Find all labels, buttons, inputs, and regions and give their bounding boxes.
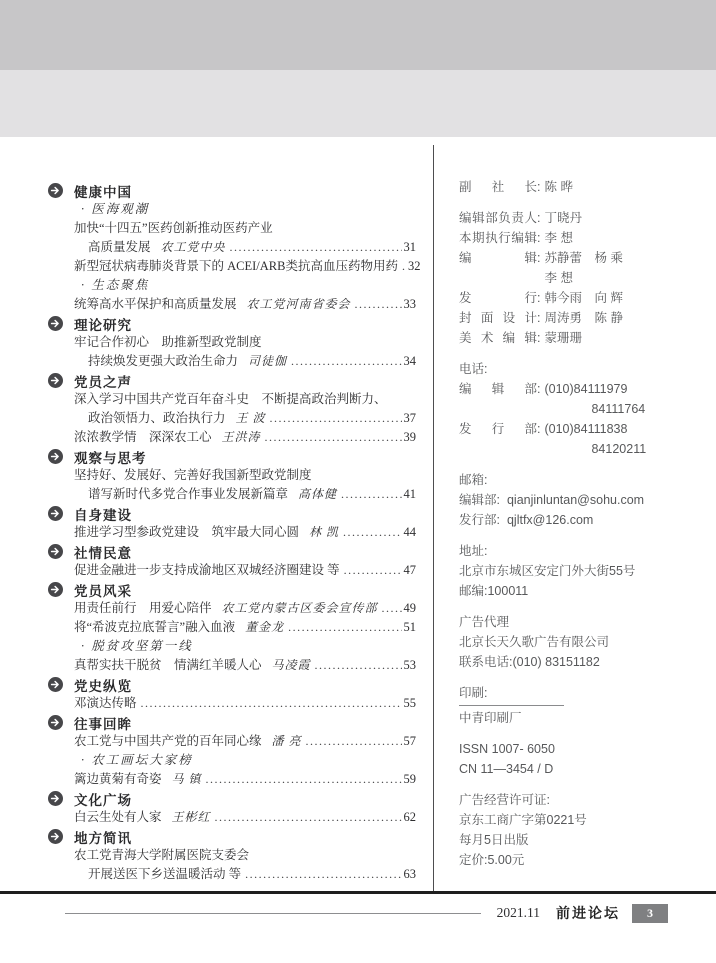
toc-entry [48,428,416,447]
masthead-address-group [459,541,711,601]
masthead-value-line: 丁晓丹 [544,211,582,225]
email-address: qianjinluntan@sohu.com [506,493,645,507]
masthead-row [459,328,711,348]
cn-number: CN 11—3454 / D [459,762,554,776]
masthead-value-line: 蒙珊珊 [544,331,582,345]
masthead-column [459,177,711,870]
ad-agency-line: 联系电话:(010) 83151182 [459,655,600,669]
toc-section-label: 理论研究 [74,317,132,333]
toc-section-row [48,542,416,561]
toc-entry-title: 牢记合作初心 助推新型政党制度 [74,335,262,349]
page-number-badge: 3 [632,904,668,923]
masthead-ad-agency-group [459,612,711,672]
arrow-circle-icon [48,183,63,198]
dot-leader [206,770,402,789]
toc-entry-author: 林 凯 [309,525,340,539]
masthead-phone-group [459,359,711,459]
toc-page-number: 34 [403,354,416,368]
toc-subhead [48,637,416,656]
phone-label: 编辑部 [459,382,537,396]
toc-entry-title: 开展送医下乡送温暖活动 等 [88,867,242,881]
dot-leader [306,732,402,751]
toc-page-number: 63 [403,867,416,881]
toc-subhead [48,751,416,770]
masthead-row [459,228,711,248]
phone-number-line: (010)84111979 [544,382,628,396]
toc-entry [48,409,416,428]
toc-entry-firstline [48,466,416,485]
arrow-circle-icon [48,829,63,844]
phone-label: 发行部 [459,422,537,436]
toc-entry [48,808,416,827]
masthead-value-line: 苏静蕾 杨 乘 [544,251,623,265]
masthead-label: 封面设计 [459,311,537,325]
toc-section-row [48,181,416,200]
ad-agency-line: 广告代理 [459,615,510,629]
toc-entry [48,656,416,675]
toc-section-row [48,713,416,732]
toc-entry-title: 推进学习型参政党建设 筑牢最大同心圆 [74,525,300,539]
toc-page-number: 51 [403,620,416,634]
arrow-circle-icon [48,677,63,692]
dot-leader [265,428,402,447]
toc-subhead [48,200,416,219]
address-line: 北京市东城区安定门外大街55号 [459,564,636,578]
toc-column [48,181,421,884]
masthead-row [459,208,711,228]
toc-entry [48,561,416,580]
masthead-value [544,177,711,197]
toc-section-label: 观察与思考 [74,450,147,466]
toc-section-label: 党员之声 [74,374,132,390]
arrow-circle-icon [48,791,63,806]
masthead-staff-list [459,177,711,348]
masthead-value-line: 韩今雨 向 辉 [544,291,623,305]
masthead-value-line: 李 想 [544,271,573,285]
toc-entry [48,485,416,504]
email-label: 发行部: [459,513,500,527]
toc-page-number: 55 [403,696,416,710]
license-line: 京东工商广字第0221号 [459,813,587,827]
masthead-printing-group [459,683,711,728]
dot-leader [215,808,402,827]
license-line: 每月5日出版 [459,833,529,847]
toc-entry [48,352,416,371]
masthead-label: 发行 [459,291,537,305]
toc-entry-title: 高质量发展 [88,240,151,254]
address-heading: 地址: [459,544,488,558]
masthead-row [459,177,711,197]
footer-thin-rule [65,913,481,914]
toc-section-label: 往事回眸 [74,716,132,732]
toc-section-label: 社情民意 [74,545,132,561]
toc-entry-author: 农工党中央 [160,240,226,254]
masthead-row [459,308,711,328]
masthead-value [544,328,711,348]
toc-entry-author: 马凌霞 [271,658,311,672]
toc-entry-firstline [48,390,416,409]
printing-value: 中青印刷厂 [459,711,522,725]
toc-entry [48,770,416,789]
toc-page-number: 39 [403,430,416,444]
toc-page-number: 57 [403,734,416,748]
masthead-label: 编辑 [459,251,537,265]
toc-section-row [48,371,416,390]
toc-subhead [48,276,416,295]
toc-page-number: 44 [403,525,416,539]
masthead-row [459,288,711,308]
toc-entry-title: 农工党青海大学附属医院支委会 [74,848,250,862]
toc-entry-firstline [48,219,416,238]
masthead-label: 本期执行编辑 [459,231,537,245]
issue-date: 2021.11 [496,905,540,920]
magazine-title: 前进论坛 [556,907,620,922]
toc-entry-author: 王 波 [235,411,266,425]
toc-subhead-label: · 生态聚焦 [81,278,150,292]
masthead-value-line: 李 想 [544,231,573,245]
toc-entry-title: 篱边黄菊有奇姿 [74,772,162,786]
masthead-label: 编辑部负责人 [459,211,537,225]
toc-page-number: 33 [403,297,416,311]
toc-page-number: 31 [403,240,416,254]
toc-page-number: 37 [403,411,416,425]
masthead-colon: : [537,291,541,305]
toc-entry-title: 农工党与中国共产党的百年同心缘 [74,734,262,748]
toc-entry-title: 新型冠状病毒肺炎背景下的 ACEI/ARB类抗高血压药物用药 [74,259,398,273]
toc-entry-author: 潘 亮 [271,734,302,748]
toc-entry [48,732,416,751]
dot-leader [245,865,401,884]
masthead-value-line: 周涛勇 陈 静 [544,311,623,325]
arrow-circle-icon [48,582,63,597]
toc-entry-author: 农工党内蒙古区委会宣传部 [221,601,378,615]
dot-leader [291,352,401,371]
arrow-circle-icon [48,544,63,559]
printing-label: 印刷: [459,683,564,706]
toc-entry-title: 白云生处有人家 [74,810,162,824]
toc-subhead-label: · 医海观潮 [81,202,150,216]
toc-entry-title: 真帮实扶干脱贫 情满红羊暖人心 [74,658,262,672]
phone-row [459,379,711,419]
dot-leader [141,694,402,713]
masthead-colon: : [537,231,541,245]
toc-subhead-label: · 农工画坛大家榜 [81,753,193,767]
toc-entry [48,599,416,618]
dot-leader [402,257,406,276]
toc-entry-title: 促进金融进一步支持成渝地区双城经济圈建设 等 [74,563,340,577]
dot-leader [343,523,401,542]
toc-entry-title: 政治领悟力、政治执行力 [88,411,226,425]
arrow-circle-icon [48,316,63,331]
phone-number-line: 84120211 [591,442,647,456]
toc-entry [48,618,416,637]
dot-leader [382,599,402,618]
toc-section-label: 文化广场 [74,792,132,808]
arrow-circle-icon [48,506,63,521]
email-heading: 邮箱: [459,473,488,487]
masthead-value-line: 陈 晔 [544,180,573,194]
header-band-light [0,70,716,137]
phone-heading: 电话: [459,362,488,376]
toc-entry [48,523,416,542]
masthead-colon: : [537,422,541,436]
address-line: 邮编:100011 [459,584,529,598]
column-divider [433,145,434,891]
masthead-value [544,248,711,288]
footer [65,902,668,924]
masthead-colon: : [537,382,541,396]
toc-entry-title: 谱写新时代多党合作事业发展新篇章 [88,487,289,501]
masthead-value [544,288,711,308]
toc-section-row [48,675,416,694]
masthead-license-group [459,790,711,870]
issn-number: ISSN 1007- 6050 [459,742,555,756]
toc-section-row [48,314,416,333]
arrow-circle-icon [48,715,63,730]
toc-entry [48,295,416,314]
phone-number [544,419,711,459]
dot-leader [230,238,402,257]
toc-section-label: 自身建设 [74,507,132,523]
masthead-email-group [459,470,711,530]
dot-leader [341,485,401,504]
dot-leader [315,656,402,675]
arrow-circle-icon [48,449,63,464]
masthead-row [459,248,711,288]
toc-entry-title: 邓演达传略 [74,696,137,710]
masthead-colon: : [537,311,541,325]
toc-entry-title: 统筹高水平保护和高质量发展 [74,297,237,311]
toc-entry-author: 王洪涛 [221,430,261,444]
dot-leader [288,618,401,637]
toc-section-row [48,789,416,808]
toc-section-label: 党员风采 [74,583,132,599]
masthead-value [544,228,711,248]
footer-rule [0,891,716,894]
toc-section-label: 健康中国 [74,184,132,200]
arrow-circle-icon [48,373,63,388]
email-address: qjltfx@126.com [506,513,594,527]
toc-section-label: 地方简讯 [74,830,132,846]
masthead-colon: : [537,211,541,225]
toc-page-number: 62 [403,810,416,824]
toc-entry-title: 将“希波克拉底誓言”融入血液 [74,620,236,634]
toc-entry-author: 董金龙 [245,620,285,634]
toc-entry-title: 用责任前行 用爱心陪伴 [74,601,212,615]
toc-section-row [48,447,416,466]
masthead-colon: : [537,251,541,265]
toc-section-row [48,504,416,523]
email-row [459,490,711,510]
masthead-colon: : [537,180,541,194]
toc-section-row [48,827,416,846]
ad-agency-line: 北京长天久歌广告有限公司 [459,635,610,649]
toc-section-row [48,580,416,599]
dot-leader [344,561,402,580]
masthead-label: 副社长 [459,180,537,194]
toc-entry [48,694,416,713]
toc-entry-title: 深入学习中国共产党百年奋斗史 不断提高政治判断力、 [74,392,387,406]
dot-leader [355,295,402,314]
toc-entry-author: 高体健 [298,487,338,501]
toc-entry-firstline [48,846,416,865]
toc-entry-title: 坚持好、发展好、完善好我国新型政党制度 [74,468,312,482]
toc-page-number: 47 [403,563,416,577]
toc-entry-author: 司徒伽 [248,354,288,368]
toc-entry-author: 马 镇 [171,772,202,786]
toc-entry-title: 持续焕发更强大政治生命力 [88,354,239,368]
email-row [459,510,711,530]
toc-page-number: 53 [403,658,416,672]
toc-entry-title: 加快“十四五”医药创新推动医药产业 [74,221,273,235]
toc-page-number: 59 [403,772,416,786]
phone-row [459,419,711,459]
toc-entry [48,865,416,884]
phone-number [544,379,711,419]
email-label: 编辑部: [459,493,500,507]
masthead-label: 美术编辑 [459,331,537,345]
toc-page-number: 32 [407,259,421,273]
toc-entry [48,257,421,276]
toc-entry-author: 农工党河南省委会 [246,297,351,311]
masthead-publication-group [459,739,711,779]
masthead-value [544,308,711,328]
dot-leader [270,409,402,428]
toc-entry-author: 王彬红 [171,810,211,824]
license-line: 定价:5.00元 [459,853,525,867]
toc-page-number: 41 [403,487,416,501]
toc-page-number: 49 [403,601,416,615]
toc-entry-title: 浓浓教学情 深深农工心 [74,430,212,444]
toc-subhead-label: · 脱贫攻坚第一线 [81,639,193,653]
toc-section-label: 党史纵览 [74,678,132,694]
toc-entry [48,238,416,257]
toc-entry-firstline [48,333,416,352]
masthead-value [544,208,711,228]
license-line: 广告经营许可证: [459,793,550,807]
header-band-dark [0,0,716,70]
phone-number-line: 84111764 [591,402,646,416]
phone-number-line: (010)84111838 [544,422,628,436]
masthead-colon: : [537,331,541,345]
